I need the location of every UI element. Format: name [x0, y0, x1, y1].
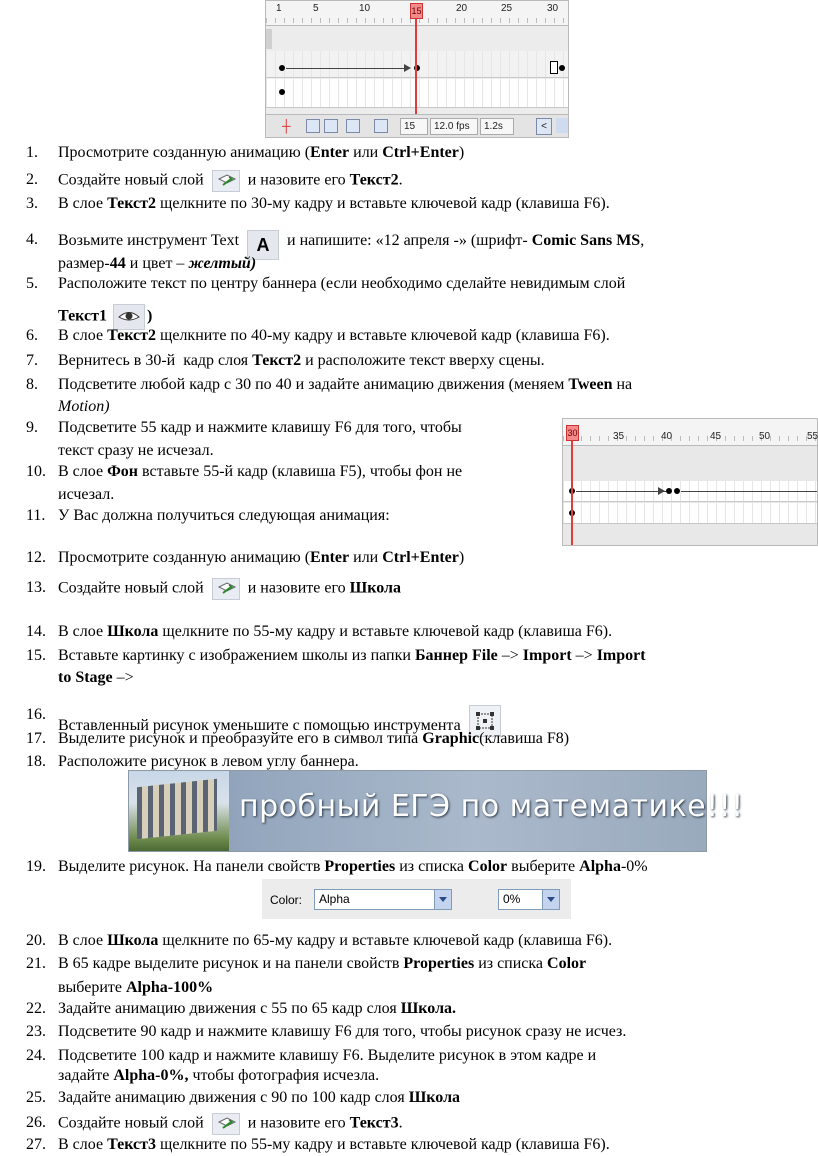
step-line [58, 954, 586, 974]
keyframe-dot[interactable] [279, 89, 285, 95]
step-text: ) [146, 307, 153, 325]
scroll-left-button[interactable]: < [536, 118, 552, 135]
step-text: Properties [403, 955, 475, 972]
step-text: В слое [58, 932, 108, 949]
onion-markers-icon[interactable] [374, 119, 388, 133]
list-number: 13. [26, 579, 46, 596]
step-text: щелкните по 55-му кадру и вставьте ключевой кадр (клавиша F6). [156, 1136, 610, 1153]
step-text: или [349, 144, 383, 161]
step-text: Школа [349, 579, 401, 597]
step-text: Задайте анимацию движения с 55 по 65 кадр слоя [58, 1000, 401, 1017]
step-text: и назовите его [243, 1114, 350, 1132]
list-number: 25. [26, 1089, 46, 1106]
step-text: В слое [58, 195, 108, 212]
alpha-percent-field[interactable] [498, 889, 560, 910]
elapsed-time-field[interactable]: 1.2s [480, 118, 514, 135]
step-text: Graphic [422, 730, 480, 747]
motion-tween-line [576, 491, 666, 492]
step-line [58, 978, 213, 998]
scroll-track[interactable] [556, 118, 568, 133]
step-text: Подсветите 90 кадр и нажмите клавишу F6 для того, чтобы рисунок сразу не исчез. [58, 1023, 627, 1040]
step-line [58, 1113, 403, 1135]
chevron-down-icon[interactable] [542, 890, 559, 909]
step-text: Вставленный рисунок уменьшите с помощью инструмента [58, 717, 465, 734]
step-line [58, 931, 612, 951]
tween-arrow-icon [404, 64, 411, 72]
new-layer-icon [212, 1113, 240, 1135]
step-line [58, 143, 464, 163]
step-text: размер- [58, 255, 110, 272]
step-text: Alpha-100% [126, 979, 214, 996]
step-line [58, 729, 569, 749]
list-number: 7. [26, 352, 38, 369]
step-line [58, 397, 110, 417]
step-line [58, 1088, 460, 1108]
step-text: to Stage [58, 669, 113, 686]
step-text: Задайте анимацию движения с 90 по 100 кадр слоя [58, 1089, 409, 1106]
step-text: выберите [58, 979, 126, 996]
step-text: Фон [107, 463, 139, 480]
step-text: -0% [620, 858, 648, 875]
step-line [58, 622, 612, 642]
step-text: Подсветите 55 кадр и нажмите клавишу F6 для того, чтобы [58, 419, 462, 436]
step-line [58, 274, 625, 294]
step-text: щелкните по 40-му кадру и вставьте ключевой кадр (клавиша F6). [156, 327, 610, 344]
school-photo [129, 771, 229, 851]
step-text: Школа [408, 1089, 461, 1106]
step-text: вставьте 55-й кадр (клавиша F5), чтобы фон не [138, 463, 463, 480]
ruler-tick: 35 [613, 431, 625, 442]
fps-field[interactable]: 12.0 fps [430, 118, 478, 135]
step-text: Alpha-0%, [113, 1067, 189, 1084]
step-text: из списка [395, 858, 469, 875]
layer-track-2[interactable] [563, 503, 817, 524]
step-line [58, 170, 403, 192]
keyframe-dot[interactable] [674, 488, 680, 494]
color-label: Color: [270, 893, 303, 907]
list-number: 14. [26, 623, 46, 640]
step-line [58, 194, 610, 214]
list-number: 10. [26, 463, 46, 480]
step-line [58, 1135, 610, 1155]
list-number: 1. [26, 144, 38, 161]
list-number: 3. [26, 195, 38, 212]
timeline-panel-result [562, 418, 818, 546]
layer-track-2[interactable] [266, 79, 568, 108]
step-text: Enter [310, 549, 350, 566]
step-line [58, 752, 359, 772]
step-text: Motion) [58, 398, 110, 415]
step-text: Создайте новый слой [58, 1114, 208, 1132]
step-text: Текст2 [349, 171, 399, 189]
edit-multiple-frames-icon[interactable] [346, 119, 360, 133]
text-tool-icon: A [247, 230, 279, 260]
banner-text: пробный ЕГЭ по математике!!! [239, 789, 744, 824]
timeline-status-bar [266, 114, 568, 137]
list-number: 17. [26, 730, 46, 747]
step-text: Enter [310, 144, 350, 161]
step-text: Alpha [579, 858, 621, 875]
step-line [58, 578, 401, 600]
step-text: и расположите текст вверху сцены. [301, 352, 545, 369]
step-text: Import [522, 647, 572, 664]
playhead-marker[interactable]: 15 [410, 3, 423, 19]
step-text: Color [468, 858, 508, 875]
step-text: желтый) [188, 255, 257, 272]
playhead-line [571, 441, 573, 545]
step-text: (клавиша F8) [479, 730, 570, 747]
playhead-marker[interactable]: 30 [566, 425, 579, 441]
alpha-percent-value: 0% [503, 892, 521, 906]
step-text: Вернитесь в 30-й кадр слоя [58, 352, 253, 369]
step-text: В слое [58, 327, 108, 344]
step-text: выберите [507, 858, 580, 875]
step-line [58, 485, 114, 505]
step-line [58, 1066, 379, 1086]
list-number: 20. [26, 932, 46, 949]
timeline-panel-top [265, 0, 569, 138]
step-text: В слое [58, 623, 108, 640]
step-text: Расположите текст по центру баннера (если необходимо сделайте невидимым слой [58, 275, 626, 292]
step-text: ) [458, 144, 465, 161]
step-text: щелкните по 65-му кадру и вставьте ключевой кадр (клавиша F6). [158, 932, 613, 949]
step-text: Школа [107, 932, 159, 949]
step-text: Ctrl+Enter [382, 144, 459, 161]
step-text: В 65 кадре выделите рисунок и на панели свойств [58, 955, 404, 972]
step-text: В слое [58, 463, 108, 480]
list-number: 4. [26, 231, 38, 248]
step-text: –> [571, 647, 597, 664]
step-text: Подсветите любой кадр с 30 по 40 и задайте анимацию движения (меняем [58, 376, 569, 393]
step-text: щелкните по 30-му кадру и вставьте ключевой кадр (клавиша F6). [156, 195, 610, 212]
step-line [58, 418, 462, 438]
list-number: 2. [26, 171, 38, 188]
step-text: Текст2 [107, 327, 157, 344]
ruler-tick: 5 [313, 3, 319, 14]
ruler-tick: 50 [759, 431, 771, 442]
step-text: и назовите его [243, 579, 350, 597]
step-text: Текст3 [349, 1114, 399, 1132]
step-line [58, 857, 648, 877]
step-line [58, 646, 646, 666]
step-line [58, 351, 545, 371]
step-text: и назовите его [243, 171, 350, 189]
step-text: Comic Sans MS [531, 232, 641, 249]
step-text: Создайте новый слой [58, 171, 208, 189]
list-number: 23. [26, 1023, 46, 1040]
step-line [58, 999, 456, 1019]
step-text: или [349, 549, 383, 566]
step-text: Расположите рисунок в левом углу баннера. [58, 753, 359, 770]
step-text: Color [547, 955, 587, 972]
step-text: , [640, 232, 645, 249]
list-number: 6. [26, 327, 38, 344]
list-number: 19. [26, 858, 46, 875]
step-text: Import [596, 647, 646, 664]
ruler-tick: 45 [710, 431, 722, 442]
step-text: Баннер File [414, 647, 498, 664]
chevron-down-icon[interactable] [434, 890, 451, 909]
step-text: задайте [58, 1067, 114, 1084]
list-number: 5. [26, 275, 38, 292]
step-line [58, 1046, 596, 1066]
step-text: Школа. [400, 1000, 457, 1017]
motion-tween-line [681, 491, 817, 492]
list-number: 18. [26, 753, 46, 770]
color-select-value: Alpha [319, 892, 350, 906]
school-building [137, 779, 217, 839]
ruler-tick: 20 [456, 3, 468, 14]
onion-skin-icon[interactable] [306, 119, 320, 133]
motion-tween-line [286, 68, 404, 69]
ruler-tick: 1 [276, 3, 282, 14]
step-line [58, 254, 256, 274]
ruler-tick: 10 [359, 3, 371, 14]
tween-arrow-icon [658, 487, 665, 495]
step-text: Просмотрите созданную анимацию ( [58, 549, 311, 566]
onion-outline-icon[interactable] [324, 119, 338, 133]
list-number: 12. [26, 549, 46, 566]
step-text: чтобы фотография исчезла. [188, 1067, 380, 1084]
step-text: Создайте новый слой [58, 579, 208, 597]
step-line [58, 548, 464, 568]
step-text: и напишите: «12 апреля -» (шрифт- [283, 232, 532, 249]
frame-ruler[interactable] [266, 1, 568, 26]
step-line [58, 506, 390, 526]
step-text: В слое [58, 1136, 108, 1153]
new-layer-icon [212, 170, 240, 192]
step-text: и цвет – [125, 255, 189, 272]
step-text: Ctrl+Enter [382, 549, 459, 566]
list-number: 22. [26, 1000, 46, 1017]
keyframe-dot[interactable] [559, 65, 565, 71]
ruler-tick: 55 [807, 431, 818, 442]
step-text: Текст2 [107, 195, 157, 212]
step-text: из списка [474, 955, 548, 972]
step-text: щелкните по 55-му кадру и вставьте ключевой кадр (клавиша F6). [158, 623, 613, 640]
list-number: 24. [26, 1047, 46, 1064]
step-text: Выделите рисунок. На панели свойств [58, 858, 325, 875]
layer-track-1[interactable] [563, 481, 817, 502]
step-text: 44 [109, 255, 126, 272]
properties-color-panel [262, 879, 571, 919]
step-line [58, 441, 214, 461]
step-text: ) [458, 549, 465, 566]
step-text: –> [112, 669, 134, 686]
step-line [58, 668, 134, 688]
color-select[interactable] [314, 889, 452, 910]
list-number: 16. [26, 706, 46, 723]
step-line [58, 1022, 626, 1042]
list-number: 27. [26, 1136, 46, 1153]
step-text: на [612, 376, 633, 393]
step-line [58, 462, 462, 482]
list-number: 21. [26, 955, 46, 972]
step-text: Возьмите инструмент Text [58, 232, 244, 249]
center-frame-icon[interactable]: ┼ [282, 119, 291, 133]
layer-track-1[interactable] [266, 51, 568, 78]
step-line [58, 326, 610, 346]
list-number: 26. [26, 1114, 46, 1131]
step-text: Текст3 [107, 1136, 157, 1153]
step-text: Подсветите 100 кадр и нажмите клавишу F6. Выделите рисунок в этом кадре и [58, 1047, 597, 1064]
banner-image [128, 770, 744, 852]
current-frame-field[interactable]: 15 [400, 118, 428, 135]
ruler-tick: 40 [661, 431, 673, 442]
step-text: Школа [107, 623, 159, 640]
step-text: текст сразу не исчезал. [58, 442, 214, 459]
ruler-tick: 30 [547, 3, 559, 14]
step-text: Текст1 [58, 307, 111, 325]
keyframe-dot[interactable] [279, 65, 285, 71]
list-number: 8. [26, 376, 38, 393]
playhead-line [415, 19, 417, 115]
step-text: Tween [568, 376, 613, 393]
step-line [58, 375, 632, 395]
step-text: Просмотрите созданную анимацию ( [58, 144, 311, 161]
step-text: исчезал. [58, 486, 115, 503]
layer-divider [266, 29, 272, 49]
step-text: Вставьте картинку с изображением школы из папки [58, 647, 415, 664]
frame-ruler[interactable] [563, 419, 817, 446]
keyframe-dot[interactable] [666, 488, 672, 494]
step-text: Выделите рисунок и преобразуйте его в символ типа [58, 730, 423, 747]
step-text: У Вас должна получиться следующая анимация: [58, 507, 390, 524]
step-text: . [398, 171, 403, 189]
list-number: 9. [26, 419, 38, 436]
ruler-tick: 25 [501, 3, 513, 14]
step-text: . [398, 1114, 403, 1132]
new-layer-icon [212, 578, 240, 600]
end-frame-box [550, 61, 558, 74]
step-text: Properties [324, 858, 396, 875]
list-number: 11. [26, 507, 46, 524]
step-text: –> [497, 647, 523, 664]
step-text: Текст2 [252, 352, 302, 369]
list-number: 15. [26, 647, 46, 664]
